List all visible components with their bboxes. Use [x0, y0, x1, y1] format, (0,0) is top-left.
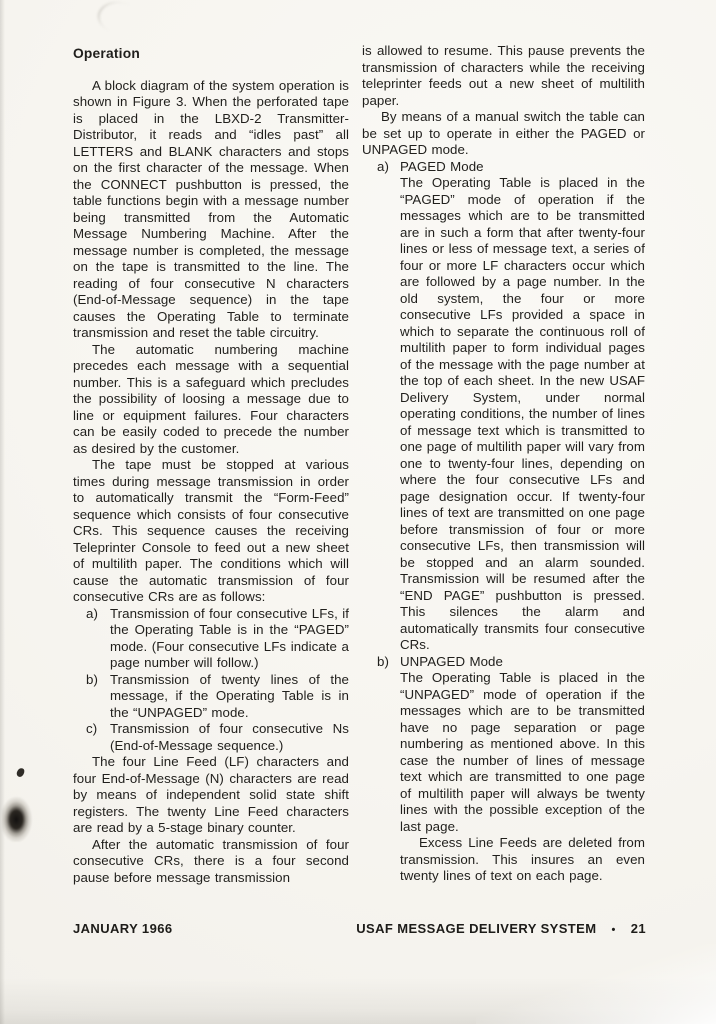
paragraph: is allowed to resume. This pause prevents the transmission of characters while the receiving teleprinter feeds out a new sheet of multilith paper. [362, 43, 645, 108]
footer-publication-title: USAF MESSAGE DELIVERY SYSTEM [356, 921, 597, 936]
paper-smudge [93, 0, 146, 42]
mode-body-continued: Excess Line Feeds are deleted from transmission. This insures an even twenty lines of text on each page. [400, 835, 645, 883]
list-item [73, 672, 349, 722]
paragraph: The tape must be stopped at various times during message transmission in order to automatically transmit the “Form-Feed” sequence which consists of four consecutive CRs. This sequence causes the receiving Teleprinter Console to feed out a new sheet of multilith paper. The conditions which will cause the automatic transmission of four consecutive CRs are as follows: [73, 457, 349, 604]
mode-title: UNPAGED Mode [400, 653, 503, 669]
mode-section-paged [362, 159, 645, 654]
list-item [73, 606, 349, 672]
list-marker: b) [377, 653, 389, 669]
page-corner-curl [476, 944, 716, 1024]
paragraph: The four Line Feed (LF) characters and four End-of-Message (N) characters are read by means of independent solid state shift registers. The twenty Line Feed characters are read by a 5-stage binary counter. [73, 754, 349, 835]
list-item [73, 721, 349, 754]
mode-body: The Operating Table is placed in the “PAGED” mode of operation if the messages which are to be transmitted are in such a form that after twenty-four lines or less of message text, a series of four or more LF characters occur which are followed by a page number. In the old system, the four or more consecutive LFs provided a space in which to separate the continuous roll of multilith paper to form individual pages of the message with the page number at the top of each sheet. In the new USAF Delivery System, under normal operating conditions, the number of lines of message text which is transmitted to one page of multilith paper will vary from one to twenty-four lines, depending on where the four consecutive LFs and page designation occur. If twenty-four lines of text are transmitted on one page before transmission of four or more consecutive LFs, then transmission will be stopped and an alarm sounded. Transmission will be resumed after the “END PAGE” pushbutton is pressed. This silences the alarm and automatically transmits four consecutive CRs. [400, 175, 645, 652]
scan-edge-shadow-bottom [0, 978, 716, 1024]
paragraph: By means of a manual switch the table can be set up to operate in either the PAGED or UNPAGED mode. [362, 109, 645, 157]
page-footer [73, 921, 646, 936]
footer-publication-group [356, 921, 646, 936]
left-column [73, 46, 349, 886]
paragraph: A block diagram of the system operation is shown in Figure 3. When the perforated tape is placed in the LBXD-2 Transmitter-Distributor, it reads and “idles past” all LETTERS and BLANK characters and stops on the first character of the message. When the CONNECT pushbutton is pressed, the table functions begin with a message number being transmitted from the Automatic Message Numbering Machine. After the message number is completed, the message on the tape is transmitted to the line. The reading of four consecutive N characters (End-of-Message sequence) in the tape causes the Operating Table to terminate transmission and reset the table circuitry. [73, 77, 349, 340]
list-item-text: Transmission of four consecutive LFs, if the Operating Table is in the “PAGED” mode. (Four consecutive LFs indicate a page number will follow.) [110, 605, 349, 670]
scan-edge-shadow-left [0, 0, 5, 1024]
footer-date: JANUARY 1966 [73, 921, 173, 936]
right-column [362, 43, 645, 885]
ink-dot [16, 767, 25, 778]
list-item-text: Transmission of four consecutive Ns (End-of-Message sequence.) [110, 721, 349, 753]
mode-section-unpaged [362, 654, 645, 885]
mode-body: The Operating Table is placed in the “UNPAGED” mode of operation if the messages which are to be transmitted have no page separation or page numbering as mentioned above. In this case the number of lines of message text which are transmitted to one page of multilith paper will always be twenty lines with the possible exception of the last page. [400, 670, 645, 834]
paragraph: After the automatic transmission of four consecutive CRs, there is a four second pause before message transmission [73, 836, 349, 885]
list-marker: b) [86, 671, 98, 687]
ink-blob [2, 786, 36, 842]
mode-title: PAGED Mode [400, 158, 484, 174]
list-marker: a) [86, 605, 98, 621]
footer-page-number: 21 [630, 921, 646, 936]
paragraph: The automatic numbering machine precedes each message with a sequential number. This is a safeguard which precludes the possibility of loosing a message due to line or equipment failures. Four characters can be easily coded to precede the number as desired by the customer. [73, 341, 349, 456]
list-marker: c) [86, 721, 98, 736]
list-marker: a) [377, 158, 389, 174]
footer-separator-dot: • [611, 924, 616, 936]
list-item-text: Transmission of twenty lines of the message, if the Operating Table is in the “UNPAGED” mode. [110, 671, 349, 720]
section-heading: Operation [73, 46, 140, 61]
